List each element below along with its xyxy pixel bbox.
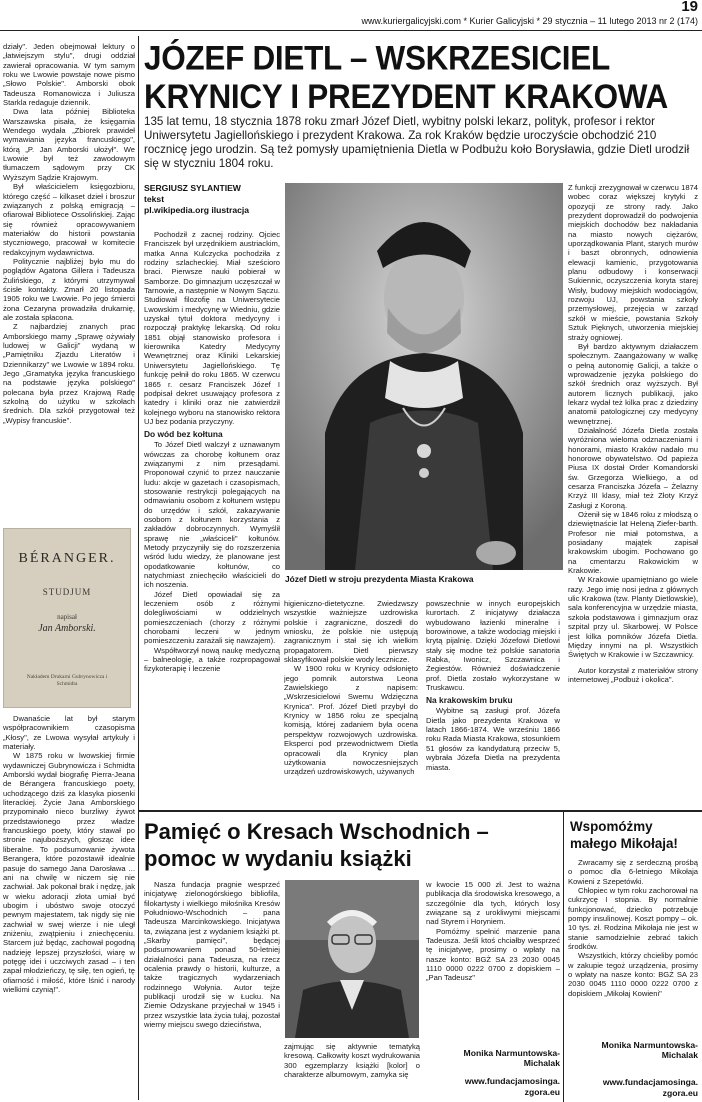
book-cover-image — [3, 528, 131, 708]
byline-author: SERGIUSZ SYLANTIEW — [144, 183, 241, 193]
second-article-signature-site: www.fundacjamosinga. — [464, 1076, 560, 1086]
main-headline: JÓZEF DIETL – WSKRZESICIEL KRYNICY I PREZYDENT KRAKOWA — [144, 38, 668, 116]
paragraph: zajmując się aktywnie tematyką kresową. Całkowity koszt wydrukowania 300 egzemplarzy książki [kolor] o charakterze albumowym, zamyka się — [284, 1042, 420, 1080]
book-printer: Nakładem Drukarni Gubrynowicza i Schmidta — [26, 674, 108, 687]
side-box-signature-name: Monika Narmuntowska-Michalak — [601, 1040, 698, 1060]
paragraph: Dwa lata później Biblioteka Warszawska pisała, że księgarnia Wendego wydała „Zbiorek prawideł wymawiania języka francuskiego", którą „P. Jan Amborski ułożył". We Lwowie był też zawodowym tłumaczem sądowym przy CK Wyższym Sądzie Krajowym. — [3, 107, 135, 182]
paragraph: W Krakowie upamiętniano go wiele razy. Jego imię nosi jedna z głównych ulic Krakowa (tzw. Planty Dietlowskie), sala konferencyjna w urzędzie miasta, szkoła podstawowa i gimnazjum oraz szpital przy ul. Skarbowej. W Polsce jest kilka pomników Józefa Dietla. Między innymi na pl. Wszystkich Świętych w Krakowie i w Szczawnicy. — [568, 575, 698, 660]
book-title: BÉRANGER. — [18, 551, 116, 566]
book-byline: napisał — [57, 613, 77, 621]
page-number: 19 — [681, 0, 698, 15]
byline-role: tekst — [144, 194, 165, 204]
paragraph: Był bardzo aktywnym działaczem społecznym. Zaangażowany w walkę o pełną autonomię Galicji, a także o wprowadzenie języka polskiego do szkół średnich oraz wyższych. Był autorem licznych publikacji, jako lekarz wydał też kilka prac z dziedziny anatomii patologicznej czy medycyny wewnętrznej. — [568, 341, 698, 426]
book-author: Jan Amborski. — [38, 623, 96, 634]
article-column-4 — [568, 183, 698, 803]
second-article-column-1 — [144, 880, 280, 1100]
paragraph: działy". Jeden obejmował lektury o „łatwiejszym stylu", drugi oddział zawierał opracowania. W tym samym roku we Lwowie powstaje nowe pismo „Słowo Polskie". Amborski obok Tadeusza Romanowicza i Juliusza Starkla redaguje dziennik. — [3, 42, 135, 108]
left-column-bottom — [3, 714, 135, 1100]
side-box-signature-domain: zgora.eu — [662, 1088, 698, 1098]
section-rule — [139, 810, 702, 812]
second-article-signature-name: Monika Narmuntowska-Michalak — [463, 1048, 560, 1068]
paragraph: powszechnie w innych europejskich kurortach. Z inicjatywy działacza wybudowano łazienki mineralne i borowinowe, a także wodociąg miejski i krytą pijalnię. Dzięki Józefowi Dietlowi stały się modne też polskie sanatoria Rabka, Iwonicz, Szczawnica i Żegiestów. Również doświadczenie prof. Dietla zostało wykorzystane w Truskawcu. — [426, 599, 560, 693]
side-box-signature-site: www.fundacjamosinga. — [602, 1077, 698, 1087]
paragraph: Działalność Józefa Dietla została wyróżniona wieloma odznaczeniami i honorami, miasto Kraków nadało mu honorowe obywatelstwo. Od papieża Piusa IX dostał Order Komandorski św. Grzegorza Wielkiego, a od cesarza Franciszka Józefa – Żelazny Krzyż III klasy, miał też Złoty Krzyż Zasługi z Koroną. — [568, 425, 698, 510]
portrait-photo — [285, 183, 563, 570]
left-column-top — [3, 42, 135, 520]
article-column-1 — [144, 230, 280, 760]
second-article-signature-domain: zgora.eu — [524, 1087, 560, 1097]
paragraph: Z najbardziej znanych prac Amborskiego mamy „Sprawę ożywiały ludowej w Galicji" wydaną w „Pamiętniku Zjazdu Literatów i Dziennikarzy" we Lwowie w 1894 roku. Jego „Gramatyka języka francuskiego na podstawie języka polskiego" polecana była przez Krajową Radę szkolną do użytku w szkołach średnich. Dla szkół przygotował też „Wypisy francuskie". — [3, 322, 135, 425]
paragraph: Zwracamy się z serdeczną prośbą o pomoc dla 6-letniego Mikołaja Kowieni z Szepetówki. — [568, 858, 698, 886]
side-box-title: Wspomóżmy małego Mikołaja! — [570, 819, 678, 851]
article-column-3 — [426, 599, 560, 799]
paragraph: W 1875 roku w lwowskiej firmie wydawniczej Gubrynowicza i Schmidta Amborski wydał biografię Pierra-Jeana de Bérangera francuskiego poety, uchodzącego dziś za klasyka piosenki literackiej. Życie Jana Amborskiego przypominało nieco burzliwy żywot przedstawionego przez władze francuskiego poety, który stawał po stronie najuboższych, głosząc idee liberalne. To podsumowanie żywota Berangera, które pozostawił idealnie pasuje do samego Jana Darosława ... ani na chwilę w niczem się nie zachwiał. Jak pokonał brak i nędzę, jak w wieku adoracji złota umiał być ubogim i ubóstwo swoje otoczyć pewnym majestatem, tak nigdy się nie zachwiał w swej wierze i nie uległ zniżeniu, zwątpieniu i zniechęceniu. Starcem już będąc, zachował pogodną nadzieję lepszej przyszłości, wiarę w potęgę idei i uczciwych zasad – i ten zapał młodzieńczy, tę siłę, ten ogień, tę ofiarność i miłość, które lśnić i narody wielkimi czynią!". — [3, 751, 135, 994]
paragraph: W 1900 roku w Krynicy odsłonięto jego pomnik autorstwa Leona Zawielskiego z napisem: „Wskrzesicielowi Swemu Wdzięczna Krynica". Prof. Józef Dietl przybył do Krynicy w 1856 roku ze specjalną komisją, której zadaniem była ocena perspektyw rozwojowych uzdrowiska. Eksperci pod przewodnictwem Dietla opracowali dla Krynicy plan użytkowania nowoczesniejszych urządzeń uzdrowiskowych, używanych — [284, 664, 418, 777]
second-article-column-2 — [284, 1042, 420, 1100]
paragraph: Józef Dietl opowiadał się za leczeniem osób z różnymi dolegliwościami w oddzielnych pomieszczeniach (chorzy z różnymi chorobami leczeni w jednym pomieszczeniu zarażali się nawzajem). — [144, 589, 280, 646]
paragraph: higieniczno-dietetyczne. Zwiedzwszy wszystkie ważniejsze uzdrowiska polskie i zagraniczne, doszedł do wniosku, że polskie nie ustępują zagranicznym i stał się ich wielkim propagatorem. Dietl pierwszy sklasyfikował polskie wody lecznicze. — [284, 599, 418, 665]
portrait-illustration — [285, 183, 563, 570]
subhead: Na krakowskim bruku — [426, 695, 513, 706]
paragraph: Był właścicielem księgozbioru, którego część – kilkaset dzieł i broszur związanych z polską emigracją – ofiarował Bibliotece Ossolińskiej. Zając się również opracowywaniem materiałów do historii powstania styczniowego, pracował w komitecie redakcyjnym wydawnictwa. — [3, 182, 135, 257]
header-rule — [0, 30, 702, 31]
byline-source: pl.wikipedia.org ilustracja — [144, 205, 250, 215]
subhead: Do wód bez kołtuna — [144, 429, 223, 440]
photo-caption: Józef Dietl w stroju prezydenta Miasta Krakowa — [285, 574, 474, 584]
paragraph: Chłopiec w tym roku zachorował na cukrzycę I stopnia. By normalnie funkcjonować, dziecko potrzebuje pompy insulinowej. Koszt pompy – ok. 10 tys. zł. Rodzina Mikołaja nie jest w stanie samodzielnie zebrać takich środków. — [568, 886, 698, 952]
side-box-body — [568, 858, 698, 1044]
paragraph: Wszystkich, którzy chcieliby pomóc w zakupie tegoż urządzenia, prosimy o wpłaty na nasze konto: BGŻ SA 23 2030 0045 1110 0000 0222 0700 z dopiskiem „Mikołaj Kowieni" — [568, 951, 698, 998]
side-box-divider — [563, 811, 564, 1102]
author-photo-illustration — [285, 880, 419, 1038]
masthead: www.kuriergalicyjski.com * Kurier Galicyjski * 29 stycznia – 11 lutego 2013 nr 2 (174) — [361, 16, 698, 26]
paragraph: To Józef Dietl walczył z uznawanym wówczas za chorobę kołtunem oraz związanymi z nim przesądami. Proponował czynić to przez nauczanie ludu: akcje w gazetach i czasopismach, stosowanie restrykcji polegających na odmawianiu osobom z kołtunem wstępu do urzędów i szkół, zakazywanie osobom z kołtunem korzystania z zakładów dobroczynnych. Wymyślił sprawę nie „właściceli" kołtunów. Metody przyczyniły się do rozszerzenia wśród ludu wiedzy, że planowane jest opodatkowanie kołtunów, co natychmiast zniechęciło właścicieli do ich noszenia. — [144, 440, 280, 590]
paragraph: Politycznie najbliżej było mu do poglądów Agatona Gillera i Tadeusza Żulińskiego, z którymi utrzymywał ścisłe kontakty. Zmarł 20 listopada 1905 roku we Lwowie. Po jego śmierci żona Cezaryna prowadziła drukarnię, ale została spłacona. — [3, 256, 135, 322]
article-column-2 — [284, 599, 418, 799]
paragraph: Pochodził z zacnej rodziny. Ojciec Franciszek był urzędnikiem austriackim, matka Anna Kulczycka pochodziła z rodziny szlacheckiej. Miał sześcioro braci. Pierwsze nauki pobierał w Samborze. Do gimnazjum uczęszczał w Tarnowie, a następnie w Nowym Sączu. Studiował filozofię na Uniwersytecie Lwowskim i medycynę w Wiedniu, gdzie uzyskał tytuł doktora medycyny i rozpoczął praktykę lekarską. Od roku 1851 objął stanowisko profesora i kierownika Katedry Medycyny Wewnętrznej oraz Kliniki Lekarskiej Uniwersytetu Jagiellońskiego. Tę funkcję pełnił do roku 1865. W czerwcu 1865 r. cesarz Franciszek Józef I podpisał dekret usuwający profesora z katedry i kliniki oraz nie zatwierdził kolejnego wyboru na stanowisko rektora UJ bez podania przyczyny. — [144, 230, 280, 426]
paragraph: Z funkcji zrezygnował w czerwcu 1874 wobec coraz większej krytyki z opozycji ze strony rady. Jako prezydent doprowadził do podwojenia miejskich dochodów bez nakładania na miasto nowych ciężarów, uporządkowania Plant, starych murów i baszt obronnych, odnowienia elewacji kamienic, przygotowania planu odbudowy i konserwacji Sukiennic, oczyszczenia koryta starej Wisły, budowy miejskich wodociągów, rozwoju UJ, powstania szkoły przemysłowej, przejęcia w zarząd szkół w mieście, powstania Szkoły Sztuk Pięknych, utworzenia miejskiej straży ogniowej. — [568, 183, 698, 342]
paragraph: w kwocie 15 000 zł. Jest to ważna publikacja dla środowiska kresowego, a szczególnie dla tych, których losy związane są z urokliwymi miejscami nad Styrem i Horyniem. — [426, 880, 560, 927]
lead-paragraph: 135 lat temu, 18 stycznia 1878 roku zmarł Józef Dietl, wybitny polski lekarz, polityk, profesor i rektor Uniwersytetu Jagiellońskiego i prezydent Krakowa. Za rok Kraków będzie uroczyście obchodzić 210 rocznicę jego urodzin. Są też pomysły upamiętnienia Dietla w Podbużu koło Borysławia, gdzie Dietl urodził się w styczniu 1804 roku. — [144, 115, 690, 170]
paragraph: Nasza fundacja pragnie wesprzeć inicjatywę zielonogórskiego bibliofila, filokartysty i wielkiego miłośnika Kresów Południowo-Wschodnich – pana Tadeusza Marcinkowskiego. Inicjatywa ta, związana jest z wydaniem książki pt. „Skarby pamięci", będącej podsumowaniem ponad 50-letniej działalności pana Tadeusza, na rzecz ocalenia prawdy o historii, kulturze, a także tragicznych wydarzeniach rodzinnego Wołynia. Autor tejże publikacji urodził się w Łucku. Na Ziemie Odzyskane przyjechał w 1945 i przez wszystkie lata życia tułaj, pozostał wierny miejscu swego dzieciństwa, — [144, 880, 280, 1030]
paragraph: Autor korzystał z materiałów strony internetowej „Podbuż i okolica". — [568, 665, 698, 684]
paragraph: Wybitne są zasługi prof. Józefa Dietla jako prezydenta Krakowa w latach 1866-1874. We wrześniu 1866 roku Rada Miasta Krakowa, stosunkiem 51 głosów za kandydaturą przeciw 5, wybrała Józefa Dietla na prezydenta miasta. — [426, 706, 560, 772]
column-divider — [138, 36, 139, 1100]
second-headline: Pamięć o Kresach Wschodnich – pomoc w wydaniu książki — [144, 819, 489, 871]
paragraph: Dwanaście lat był starym współpracownikiem czasopisma „Kłosy", ze Lwowa wysyłał artykuły i materiały. — [3, 714, 135, 752]
second-article-column-3 — [426, 880, 560, 1040]
paragraph: Współtworzył nową naukę medyczną – balneologię, a także rozpropagował fizykoterapię i leczenie — [144, 645, 280, 674]
paragraph: Pomóżmy spełnić marzenie pana Tadeusza. Jeśli ktoś chciałby wesprzeć tę inicjatywę, prosimy o wpłaty na nasze konto: BGŻ SA 23 2030 0045 1110 0000 0222 0700 z dopiskiem – „Pan Tadeusz" — [426, 926, 560, 983]
paragraph: Ożenił się w 1846 roku z młodszą o dziewiętnaście lat Heleną Ziefer-barth. Profesor nie miał potomstwa, a posiadany majątek zapisał krakowskim ubogim. Pochowano go na cmentarzu Rakowickim w Krakowie. — [568, 510, 698, 576]
author-photo — [285, 880, 419, 1038]
book-subtitle: STUDJUM — [42, 587, 92, 597]
